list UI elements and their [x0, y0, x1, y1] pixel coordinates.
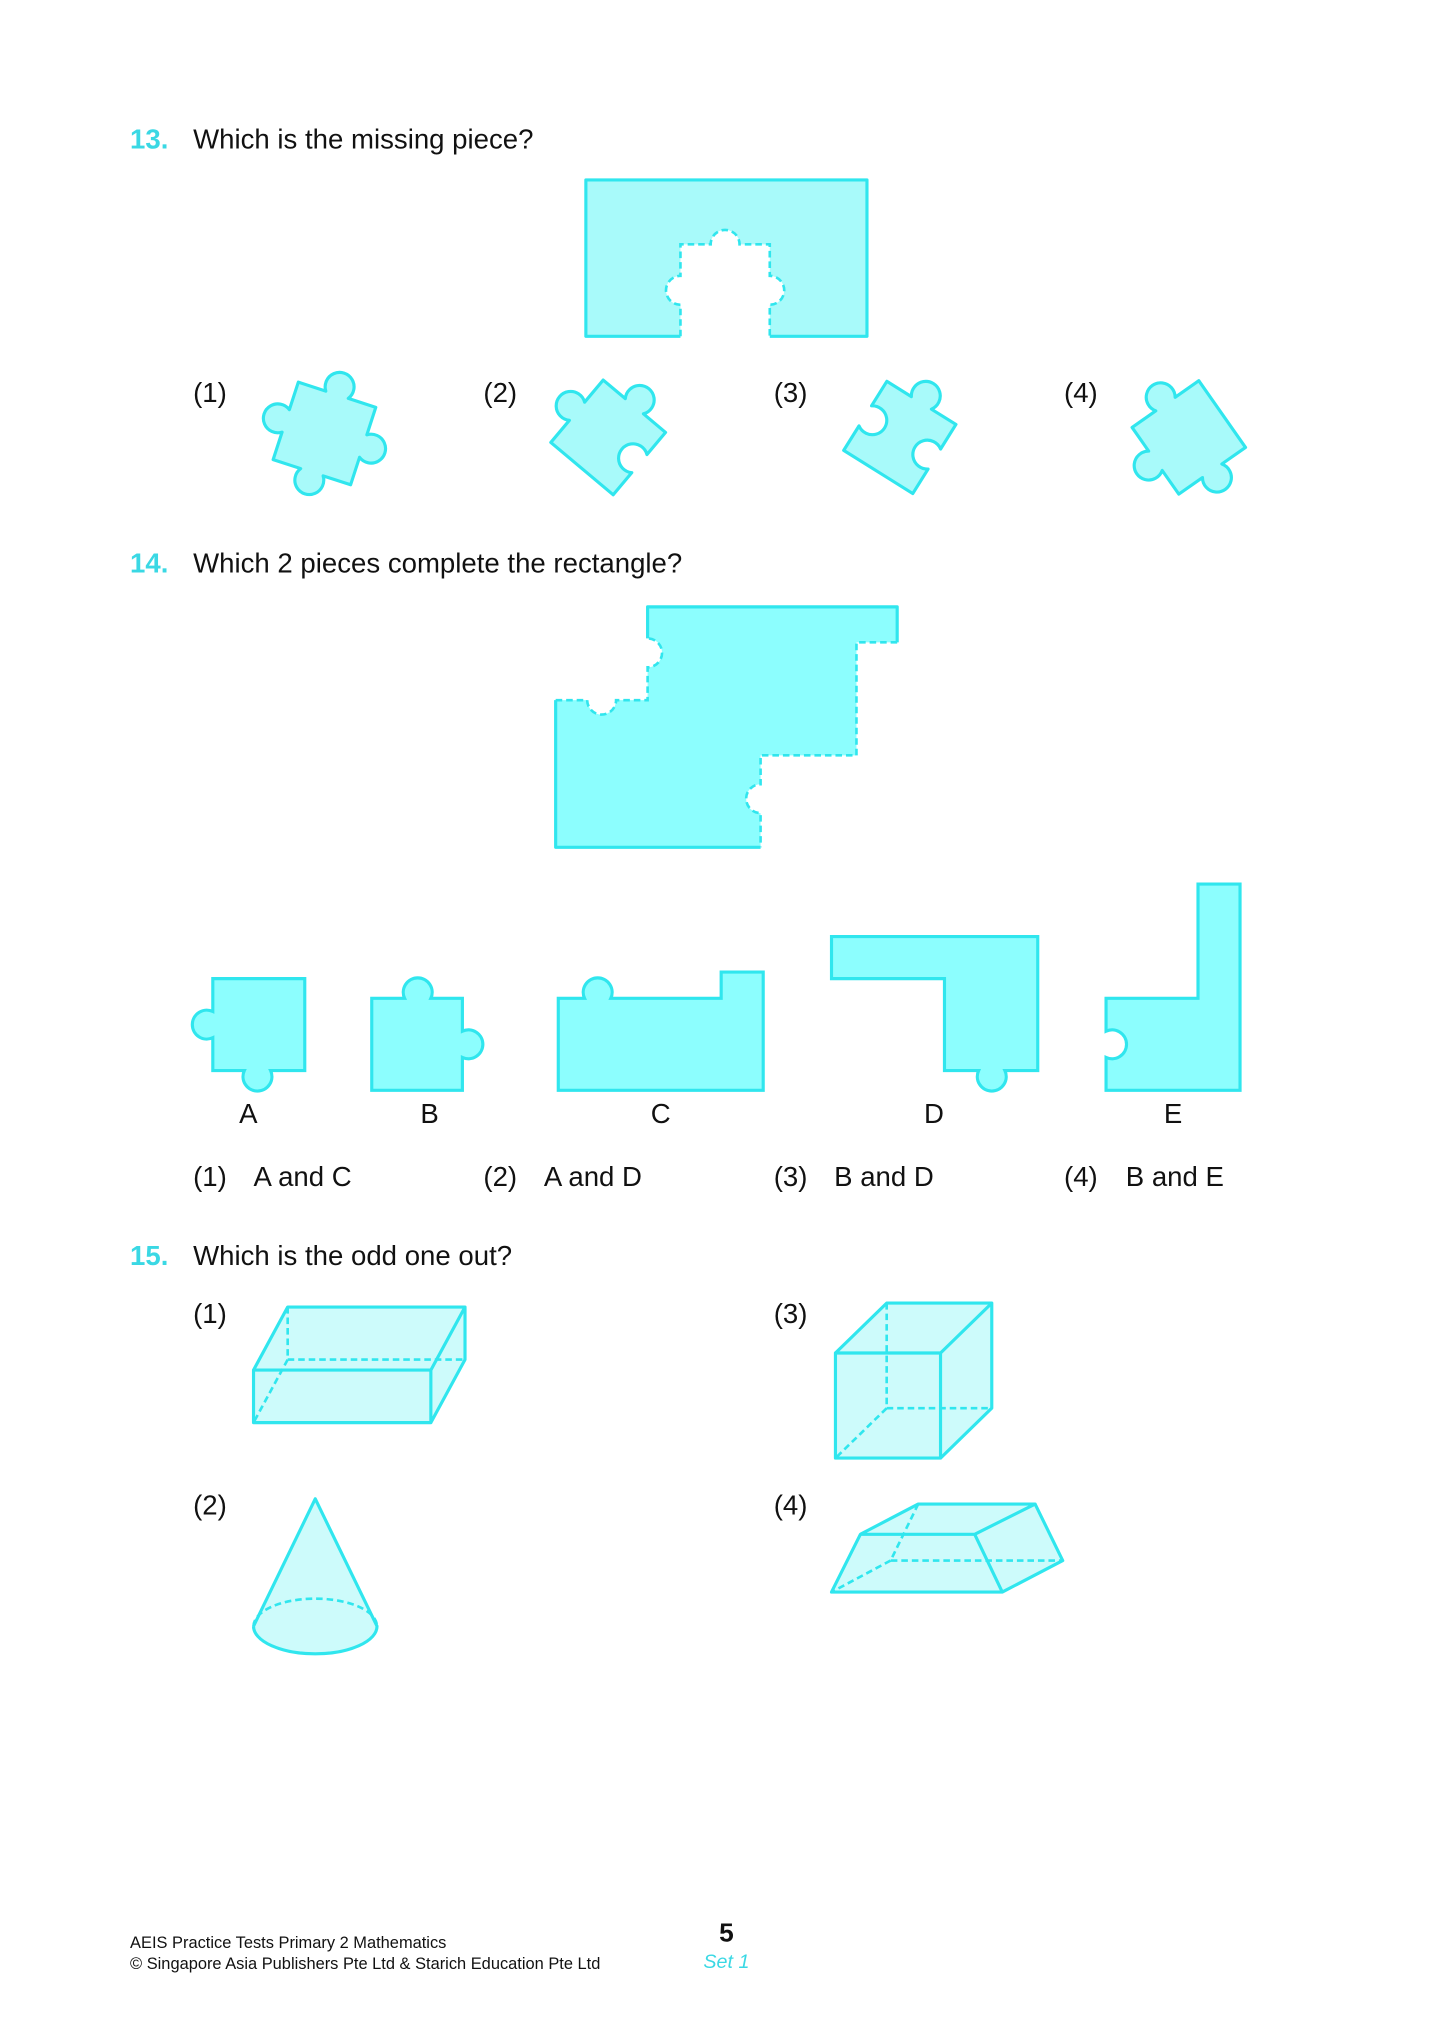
question-14-number: 14.: [130, 549, 169, 580]
piece-d: [832, 937, 1038, 1091]
q14-option-2-number: (2): [483, 1162, 518, 1193]
q13-puzzle-board: [586, 180, 867, 336]
page-number: 5: [719, 1919, 734, 1949]
q15-option-4: (4): [773, 1490, 808, 1522]
q13-option-piece-3: [844, 362, 968, 494]
q14-option-1-text: A and C: [253, 1162, 352, 1193]
q15-option-1: (1): [193, 1299, 227, 1330]
q14-option-4-number: (4): [1064, 1162, 1098, 1193]
cuboid-figure: [254, 1307, 465, 1423]
footer-book-title: AEIS Practice Tests Primary 2 Mathematics: [130, 1933, 447, 1953]
piece-label-c: C: [650, 1099, 671, 1130]
q15-option-2: (2): [193, 1490, 227, 1522]
q13-option-piece-2: [533, 348, 680, 495]
piece-label-b: B: [420, 1099, 439, 1130]
question-15-text: Which is the odd one out?: [193, 1241, 513, 1272]
q14-option-4-text: B and E: [1125, 1162, 1224, 1193]
piece-e: [1106, 884, 1240, 1090]
q15-option-3: (3): [773, 1299, 808, 1330]
question-15-number: 15.: [130, 1241, 169, 1272]
question-14-text: Which 2 pieces complete the rectangle?: [193, 549, 683, 580]
q14-incomplete-rectangle: [556, 607, 898, 847]
piece-a: [192, 979, 304, 1091]
piece-label-e: E: [1163, 1099, 1183, 1130]
trapezoidal-prism-figure: [832, 1504, 1063, 1592]
piece-b: [372, 978, 483, 1090]
piece-label-a: A: [239, 1099, 258, 1130]
q14-option-2-text: A and D: [543, 1162, 643, 1193]
cube-figure: [835, 1303, 991, 1458]
q13-option-piece-4: [1100, 362, 1258, 526]
question-13-text: Which is the missing piece?: [193, 124, 534, 156]
q14-option-1-number: (1): [193, 1162, 227, 1193]
q13-option-4: (4): [1064, 378, 1098, 409]
q14-option-3-text: B and D: [834, 1162, 934, 1193]
piece-label-d: D: [924, 1099, 944, 1130]
q13-option-piece-1: [244, 353, 404, 513]
q13-option-3: (3): [773, 378, 808, 409]
footer-copyright: © Singapore Asia Publishers Pte Ltd & Starich Education Pte Ltd: [130, 1954, 601, 1974]
q14-option-3-number: (3): [773, 1162, 808, 1193]
q13-option-1: (1): [193, 378, 227, 409]
set-label: Set 1: [703, 1950, 750, 1974]
q13-option-2: (2): [483, 378, 518, 409]
piece-c: [558, 972, 763, 1090]
question-13-number: 13.: [130, 124, 169, 156]
cone-figure: [254, 1499, 377, 1654]
